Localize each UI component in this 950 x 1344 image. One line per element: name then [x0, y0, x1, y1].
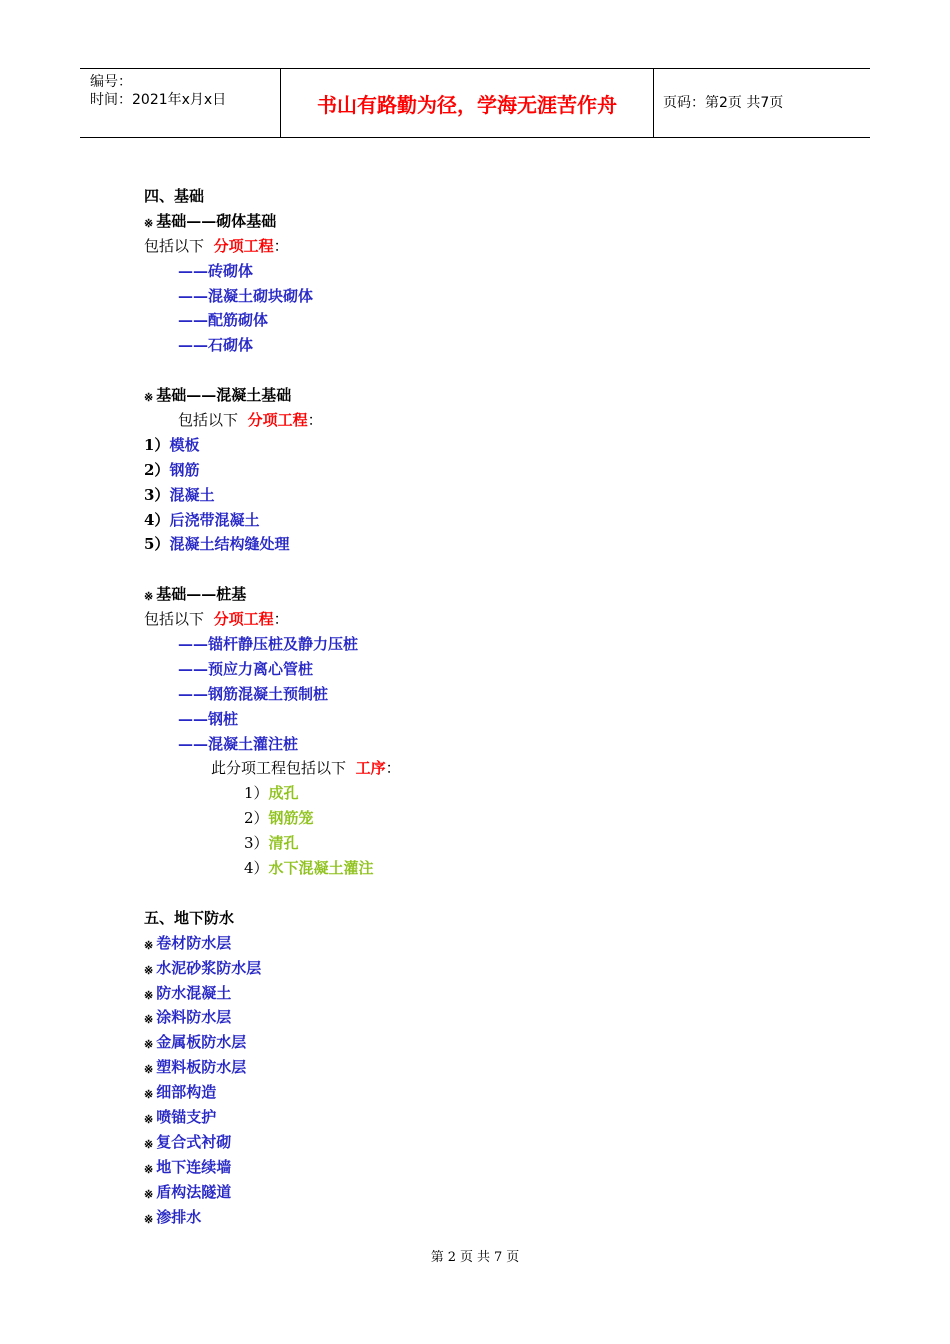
intro-suffix: ：: [273, 236, 289, 255]
list-item: [144, 532, 844, 557]
item-text: 成孔: [268, 784, 299, 803]
item-text: 模板: [169, 435, 200, 454]
page-header: [80, 68, 870, 138]
reference-mark-icon: ※: [144, 938, 154, 952]
section-title: 五、地下防水: [144, 908, 235, 927]
footer-ye: 页: [459, 1250, 473, 1265]
reference-mark-icon: ※: [144, 1112, 154, 1126]
process-intro: [144, 756, 844, 781]
item-text: 水泥砂浆防水层: [156, 958, 262, 977]
document-body: [144, 184, 844, 1229]
item-text: 金属板防水层: [156, 1033, 247, 1052]
reference-mark-icon: ※: [144, 1038, 154, 1052]
intro-line: [144, 408, 844, 433]
list-item: [144, 1205, 844, 1230]
list-item: [144, 433, 844, 458]
list-item: [144, 1005, 844, 1030]
list-item: [144, 1055, 844, 1080]
header-meta-cell: [80, 69, 281, 137]
list-item: [144, 981, 844, 1006]
reference-mark-icon: ※: [144, 1162, 154, 1176]
list-item: ——配筋砌体: [178, 311, 269, 330]
process-item: [144, 806, 844, 831]
list-item: [144, 1180, 844, 1205]
date-text: 时间：2021年x月x日: [90, 92, 227, 108]
item-number: 2）: [244, 809, 269, 828]
list-item: [144, 1155, 844, 1180]
page-indicator: 页码：第2页 共7页: [663, 95, 784, 111]
heading-text: 基础——桩基: [156, 585, 247, 604]
footer-total-pages: 7: [494, 1250, 503, 1265]
intro-key: 分项工程: [247, 411, 308, 430]
list-item: [144, 956, 844, 981]
item-number: 2）: [144, 460, 170, 479]
intro-key: 分项工程: [213, 236, 274, 255]
list-item: [144, 931, 844, 956]
motto: 书山有路勤为径，学海无涯苦作舟: [317, 92, 617, 117]
list-item: [144, 458, 844, 483]
list-item: ——混凝土灌注桩: [178, 734, 299, 753]
reference-mark-icon: ※: [144, 391, 154, 405]
list-item: [144, 1080, 844, 1105]
item-number: 4）: [244, 859, 269, 878]
item-text: 地下连续墙: [156, 1157, 232, 1176]
item-text: 后浇带混凝土: [169, 510, 260, 529]
intro-prefix: 包括以下: [144, 610, 205, 629]
item-number: 3）: [144, 485, 170, 504]
item-text: 卷材防水层: [156, 933, 232, 952]
intro-prefix: 包括以下: [178, 411, 239, 430]
reference-mark-icon: ※: [144, 216, 154, 230]
heading-text: 基础——砌体基础: [156, 211, 277, 230]
subsection-heading: [144, 582, 844, 607]
list-item: ——预应力离心管桩: [178, 659, 314, 678]
reference-mark-icon: ※: [144, 963, 154, 977]
reference-mark-icon: ※: [144, 1063, 154, 1077]
item-text: 渗排水: [156, 1207, 202, 1226]
header-page-cell: [654, 69, 870, 137]
list-item: [144, 1105, 844, 1130]
intro-prefix: 包括以下: [144, 236, 205, 255]
intro-suffix: ：: [273, 610, 289, 629]
list-item: ——石砌体: [178, 336, 254, 355]
item-text: 复合式衬砌: [156, 1132, 232, 1151]
section-title: 四、基础: [144, 187, 205, 205]
footer-ye: 页: [506, 1250, 520, 1265]
item-number: 4）: [144, 510, 170, 529]
item-text: 钢筋: [169, 460, 200, 479]
footer-gong: 共: [477, 1250, 491, 1265]
process-key: 工序: [355, 759, 386, 778]
item-text: 涂料防水层: [156, 1008, 232, 1027]
item-text: 细部构造: [156, 1083, 217, 1102]
intro-line: [144, 234, 844, 259]
item-text: 水下混凝土灌注: [268, 859, 374, 878]
list-item: ——钢桩: [178, 709, 239, 728]
intro-key: 分项工程: [213, 610, 274, 629]
item-text: 混凝土结构缝处理: [169, 535, 290, 554]
list-item: ——砖砌体: [178, 261, 254, 280]
reference-mark-icon: ※: [144, 1212, 154, 1226]
list-item: [144, 508, 844, 533]
process-prefix: 此分项工程包括以下: [211, 759, 347, 778]
list-item: [144, 1130, 844, 1155]
intro-suffix: ：: [307, 411, 323, 430]
subsection-heading: [144, 383, 844, 408]
list-item: ——锚杆静压桩及静力压桩: [178, 635, 359, 654]
footer-di: 第: [430, 1250, 444, 1265]
item-text: 喷锚支护: [156, 1107, 217, 1126]
list-item: [144, 1030, 844, 1055]
list-item: ——钢筋混凝土预制桩: [178, 684, 329, 703]
reference-mark-icon: ※: [144, 1013, 154, 1027]
process-item: [144, 781, 844, 806]
process-suffix: ：: [385, 759, 401, 778]
list-item: ——混凝土砌块砌体: [178, 286, 314, 305]
reference-mark-icon: ※: [144, 988, 154, 1002]
process-item: [144, 856, 844, 881]
item-text: 混凝土: [169, 485, 215, 504]
heading-text: 基础——混凝土基础: [156, 386, 292, 405]
reference-mark-icon: ※: [144, 1187, 154, 1201]
page-footer: [0, 1246, 950, 1265]
number-label: 编号：: [90, 74, 132, 90]
item-number: 1）: [144, 435, 170, 454]
item-text: 钢筋笼: [268, 809, 314, 828]
item-number: 5）: [144, 535, 170, 554]
item-text: 盾构法隧道: [156, 1182, 232, 1201]
item-text: 清孔: [268, 834, 299, 853]
process-item: [144, 831, 844, 856]
item-number: 1）: [244, 784, 269, 803]
item-text: 塑料板防水层: [156, 1058, 247, 1077]
header-motto-cell: [281, 69, 654, 137]
reference-mark-icon: ※: [144, 1137, 154, 1151]
item-number: 3）: [244, 834, 269, 853]
item-text: 防水混凝土: [156, 983, 232, 1002]
waterproof-list: [144, 931, 844, 1230]
intro-line: [144, 607, 844, 632]
reference-mark-icon: ※: [144, 590, 154, 604]
subsection-heading: [144, 209, 844, 234]
footer-page-number: 2: [447, 1250, 456, 1265]
reference-mark-icon: ※: [144, 1088, 154, 1102]
list-item: [144, 483, 844, 508]
